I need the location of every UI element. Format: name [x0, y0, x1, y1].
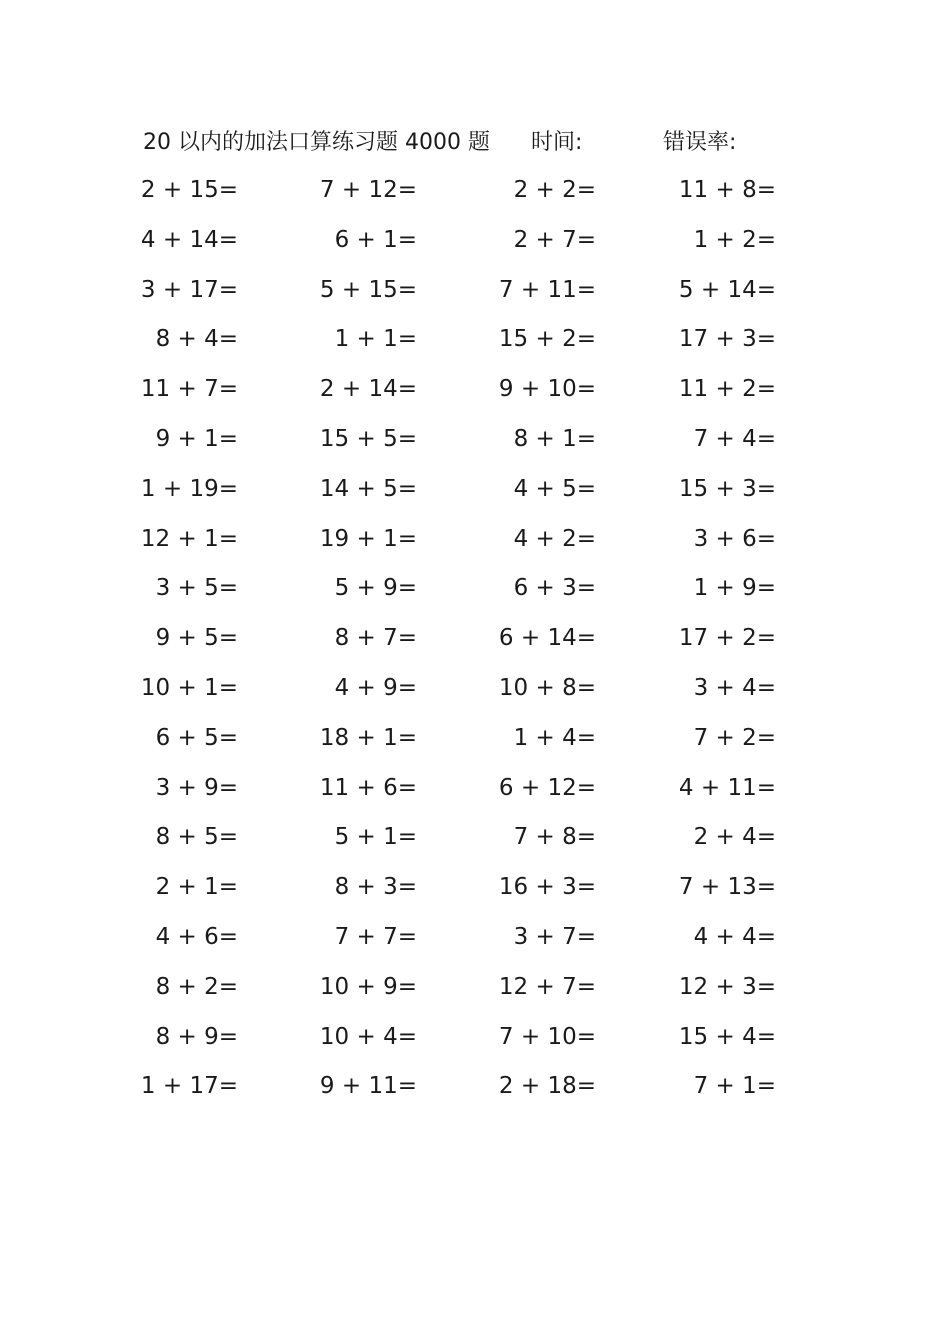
problem-row [0, 967, 950, 1007]
problem-row [0, 618, 950, 658]
time-label: 时间: [531, 130, 583, 155]
addition-problem: 7 + 8= [513, 824, 596, 851]
addition-problem: 17 + 2= [678, 625, 776, 652]
addition-problem: 7 + 12= [319, 177, 417, 203]
addition-problem: 1 + 4= [513, 724, 596, 751]
addition-problem: 8 + 1= [513, 426, 596, 452]
addition-problem: 7 + 7= [334, 924, 417, 950]
addition-problem: 15 + 3= [678, 475, 776, 502]
addition-problem: 18 + 1= [319, 724, 417, 751]
addition-problem: 5 + 9= [334, 575, 417, 602]
addition-problem: 3 + 17= [140, 276, 238, 303]
addition-problem: 8 + 3= [334, 874, 417, 901]
problem-row [0, 1017, 950, 1057]
addition-problem: 5 + 14= [678, 276, 776, 303]
addition-problem: 19 + 1= [319, 525, 417, 552]
problem-row [0, 220, 950, 260]
addition-problem: 16 + 3= [498, 874, 596, 901]
problem-row [0, 568, 950, 608]
addition-problem: 15 + 2= [498, 326, 596, 353]
addition-problem: 3 + 5= [155, 575, 238, 602]
addition-problem: 2 + 18= [498, 1073, 596, 1100]
worksheet-title: 20 以内的加法口算练习题 4000 题 [143, 130, 490, 155]
addition-problem: 15 + 5= [319, 426, 417, 452]
problem-row [0, 519, 950, 559]
addition-problem: 2 + 7= [513, 226, 596, 253]
addition-problem: 7 + 10= [498, 1023, 596, 1050]
addition-problem: 7 + 13= [678, 874, 776, 901]
problem-row [0, 369, 950, 409]
addition-problem: 12 + 3= [678, 973, 776, 1000]
addition-problem: 3 + 9= [155, 774, 238, 801]
problem-row [0, 867, 950, 907]
problem-row [0, 817, 950, 857]
addition-problem: 7 + 11= [498, 276, 596, 303]
addition-problem: 8 + 2= [155, 973, 238, 1000]
addition-problem: 8 + 5= [155, 824, 238, 851]
addition-problem: 9 + 11= [319, 1073, 417, 1100]
addition-problem: 11 + 2= [678, 376, 776, 403]
addition-problem: 3 + 7= [513, 924, 596, 950]
problem-row [0, 469, 950, 509]
addition-problem: 4 + 4= [693, 924, 776, 950]
addition-problem: 3 + 6= [693, 525, 776, 552]
addition-problem: 4 + 11= [678, 774, 776, 801]
problem-row [0, 319, 950, 359]
addition-problem: 10 + 8= [498, 675, 596, 701]
addition-problem: 2 + 15= [140, 177, 238, 203]
addition-problem: 4 + 6= [155, 924, 238, 950]
addition-problem: 4 + 14= [140, 226, 238, 253]
problem-row [0, 270, 950, 310]
problem-row [0, 917, 950, 957]
addition-problem: 9 + 10= [498, 376, 596, 403]
addition-problem: 4 + 5= [513, 475, 596, 502]
problem-row [0, 1066, 950, 1106]
addition-problem: 8 + 7= [334, 625, 417, 652]
addition-problem: 6 + 1= [334, 226, 417, 253]
addition-problem: 6 + 3= [513, 575, 596, 602]
addition-problem: 1 + 19= [140, 475, 238, 502]
error-rate-label: 错误率: [663, 130, 737, 155]
addition-problem: 11 + 6= [319, 774, 417, 801]
addition-problem: 7 + 4= [693, 426, 776, 452]
problem-row [0, 768, 950, 808]
addition-problem: 7 + 2= [693, 724, 776, 751]
addition-problem: 9 + 1= [155, 426, 238, 452]
addition-problem: 4 + 2= [513, 525, 596, 552]
addition-problem: 11 + 7= [140, 376, 238, 403]
addition-problem: 2 + 14= [319, 376, 417, 403]
addition-problem: 2 + 4= [693, 824, 776, 851]
addition-problem: 10 + 4= [319, 1023, 417, 1050]
addition-problem: 1 + 9= [693, 575, 776, 602]
addition-problem: 1 + 17= [140, 1073, 238, 1100]
addition-problem: 3 + 4= [693, 675, 776, 701]
addition-problem: 6 + 5= [155, 724, 238, 751]
addition-problem: 17 + 3= [678, 326, 776, 353]
addition-problem: 15 + 4= [678, 1023, 776, 1050]
addition-problem: 11 + 8= [678, 177, 776, 203]
problem-row [0, 170, 950, 210]
addition-problem: 1 + 2= [693, 226, 776, 253]
addition-problem: 2 + 1= [155, 874, 238, 901]
addition-problem: 7 + 1= [693, 1073, 776, 1100]
addition-problem: 10 + 9= [319, 973, 417, 1000]
problem-row [0, 668, 950, 708]
addition-problem: 1 + 1= [334, 326, 417, 353]
addition-problem: 14 + 5= [319, 475, 417, 502]
addition-problem: 12 + 1= [140, 525, 238, 552]
addition-problem: 4 + 9= [334, 675, 417, 701]
addition-problem: 8 + 9= [155, 1023, 238, 1050]
addition-problem: 9 + 5= [155, 625, 238, 652]
addition-problem: 8 + 4= [155, 326, 238, 353]
addition-problem: 6 + 12= [498, 774, 596, 801]
addition-problem: 5 + 1= [334, 824, 417, 851]
addition-problem: 12 + 7= [498, 973, 596, 1000]
problem-row [0, 419, 950, 459]
addition-problem: 6 + 14= [498, 625, 596, 652]
problem-row [0, 718, 950, 758]
addition-problem: 10 + 1= [140, 675, 238, 701]
addition-problem: 5 + 15= [319, 276, 417, 303]
addition-problem: 2 + 2= [513, 177, 596, 203]
